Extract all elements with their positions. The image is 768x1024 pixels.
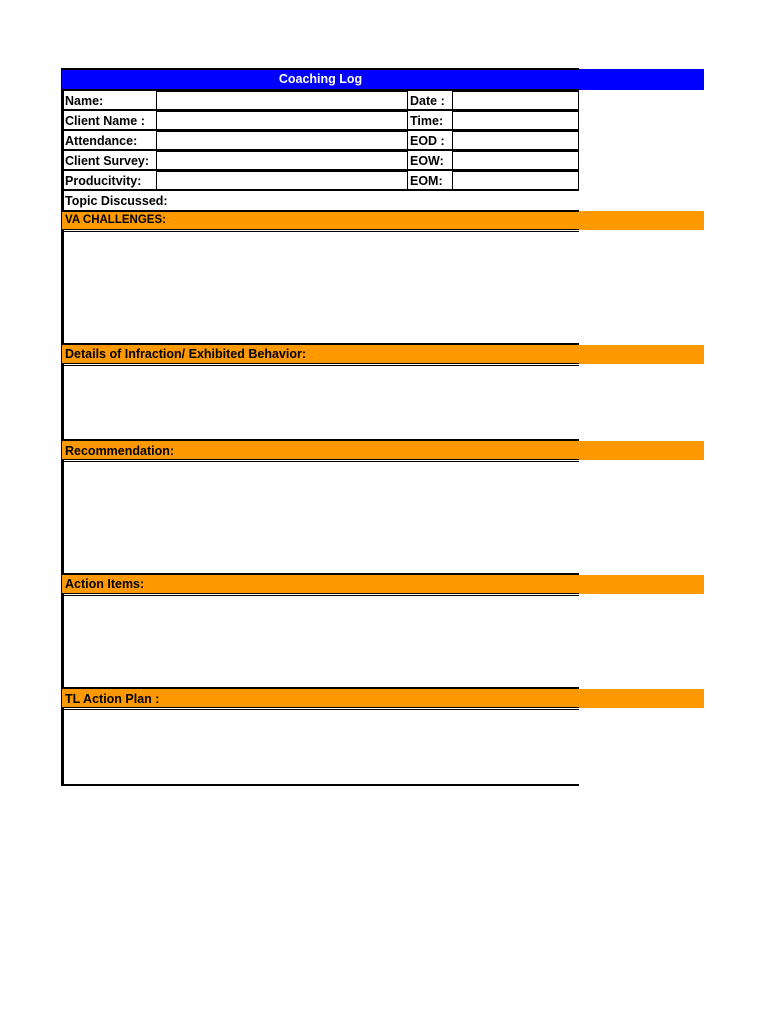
name-label: Name: xyxy=(65,94,104,108)
action-items-title: Action Items: xyxy=(65,577,145,591)
attendance-label: Attendance: xyxy=(65,134,138,148)
section-bottom-border xyxy=(62,229,579,230)
attendance-field[interactable] xyxy=(156,131,408,150)
details-title: Details of Infraction/ Exhibited Behavior: xyxy=(65,347,307,361)
section-bottom-border xyxy=(62,231,579,232)
date-label: Date : xyxy=(410,94,445,108)
section-top-border xyxy=(62,439,579,441)
action-items-header xyxy=(62,575,704,594)
recommendation-content[interactable] xyxy=(65,463,577,572)
section-top-border xyxy=(62,343,579,345)
recommendation-title: Recommendation: xyxy=(65,444,175,458)
client-name-field[interactable] xyxy=(156,111,408,130)
date-field[interactable] xyxy=(452,91,579,110)
productivity-label: Producitvity: xyxy=(65,174,142,188)
header-top-border xyxy=(62,68,579,70)
topic-discussed-label: Topic Discussed: xyxy=(65,194,168,208)
client-name-label: Client Name : xyxy=(65,114,145,128)
eom-label: EOM: xyxy=(410,174,443,188)
eom-field[interactable] xyxy=(452,171,579,190)
section-bottom-border xyxy=(62,459,579,460)
eod-field[interactable] xyxy=(452,131,579,150)
tl-action-plan-title: TL Action Plan : xyxy=(65,692,160,706)
tl-action-plan-content[interactable] xyxy=(65,711,577,783)
section-top-border xyxy=(62,573,579,575)
section-bottom-border xyxy=(62,365,579,366)
action-items-content[interactable] xyxy=(65,597,577,687)
section-bottom-border xyxy=(62,461,579,462)
section-bottom-border xyxy=(62,595,579,596)
name-field[interactable] xyxy=(156,91,408,110)
eow-label: EOW: xyxy=(410,154,444,168)
time-field[interactable] xyxy=(452,111,579,130)
productivity-field[interactable] xyxy=(156,171,408,190)
section-top-border xyxy=(62,687,579,689)
section-bottom-border xyxy=(62,363,579,364)
client-survey-label: Client Survey: xyxy=(65,154,150,168)
details-content[interactable] xyxy=(65,367,577,439)
form-bottom-border xyxy=(62,784,579,786)
va-challenges-content[interactable] xyxy=(65,233,577,342)
section-top-border xyxy=(62,210,579,212)
section-bottom-border xyxy=(62,707,579,708)
eod-label: EOD : xyxy=(410,134,445,148)
client-survey-field[interactable] xyxy=(156,151,408,170)
section-bottom-border xyxy=(62,709,579,710)
header-title: Coaching Log xyxy=(278,72,363,86)
row-divider xyxy=(62,189,579,191)
form-left-border xyxy=(61,68,64,786)
time-label: Time: xyxy=(410,114,444,128)
section-bottom-border xyxy=(62,593,579,594)
va-challenges-title: VA CHALLENGES: xyxy=(65,214,166,226)
eow-field[interactable] xyxy=(452,151,579,170)
